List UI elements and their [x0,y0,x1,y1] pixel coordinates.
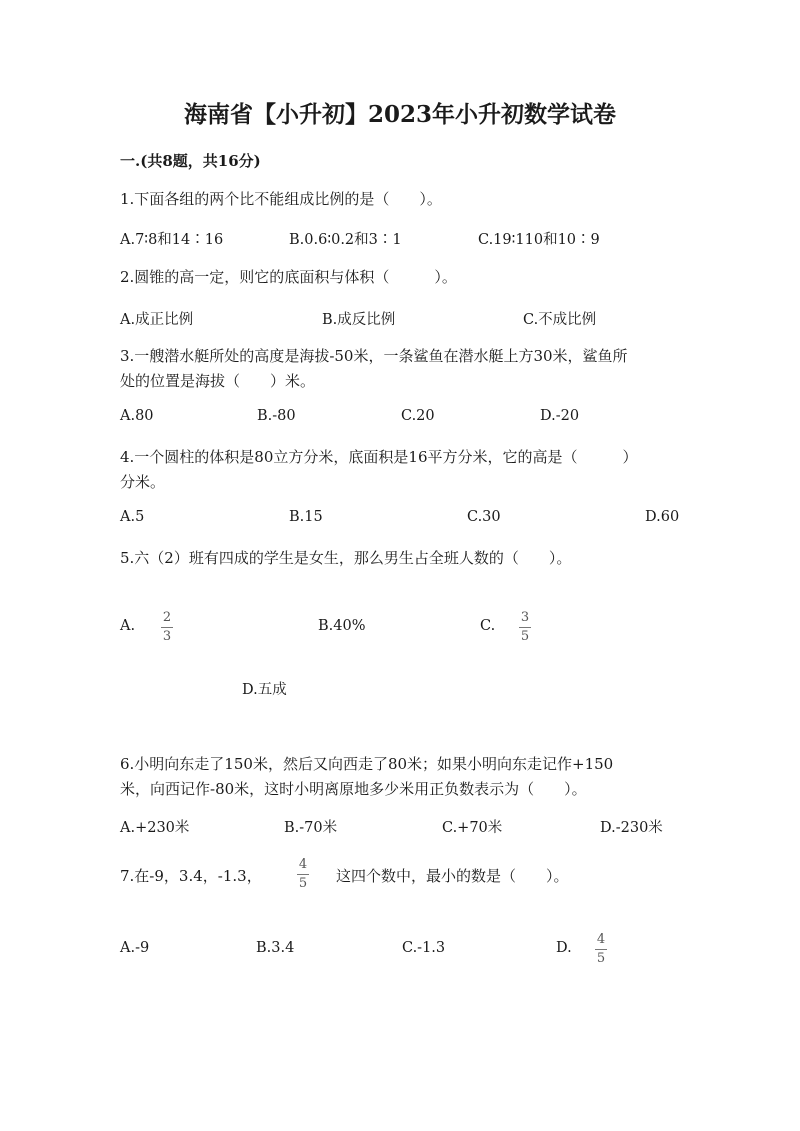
q6-option-d: D.-230米 [600,820,663,836]
q7-option-a: A.-9 [120,940,150,956]
q6-option-a: A.+230米 [120,820,190,836]
question-6-line-1: 6.小明向东走了150米，然后又向西走了80米；如果小明向东走记作+150 [120,755,614,773]
fraction-bar [161,627,173,628]
fraction-numerator: 3 [520,610,530,625]
fraction-numerator: 4 [298,857,308,872]
question-3-line-1: 3.一艘潜水艇所处的高度是海拔-50米，一条鲨鱼在潜水艇上方30米，鲨鱼所 [120,347,628,365]
fraction-bar [297,874,309,875]
fraction-denominator: 5 [520,629,530,644]
section-heading: 一.(共8题，共16分) [120,152,261,170]
q3-option-c: C.20 [401,408,435,424]
q7-option-d-fraction [595,933,607,966]
q6-option-b: B.-70米 [284,820,338,836]
q5-option-d: D.五成 [242,682,287,698]
q6-option-c: C.+70米 [442,820,503,836]
q4-option-d: D.60 [645,509,680,525]
q5-option-a-fraction [161,611,173,644]
q2-option-c: C.不成比例 [523,312,597,328]
q1-option-a: A.7∶8和14∶16 [120,232,224,248]
fraction-denominator: 5 [298,876,308,891]
q1-option-c: C.19∶110和10∶9 [478,232,600,248]
q1-option-b: B.0.6∶0.2和3∶1 [289,232,402,248]
q4-option-a: A.5 [120,509,145,525]
q3-option-a: A.80 [120,408,154,424]
q2-option-b: B.成反比例 [322,312,396,328]
fraction-bar [595,949,607,950]
page-title: 海南省【小升初】2023年小升初数学试卷 [183,101,616,128]
fraction-numerator: 4 [596,932,606,947]
q7-option-c: C.-1.3 [402,940,446,956]
question-4-line-1: 4.一个圆柱的体积是80立方分米，底面积是16平方分米，它的高是（ ） [120,448,638,466]
q5-option-c-label: C. [480,618,496,634]
q3-option-d: D.-20 [540,408,580,424]
q3-option-b: B.-80 [257,408,296,424]
q2-option-a: A.成正比例 [120,312,194,328]
fraction-denominator: 5 [596,951,606,966]
fraction-numerator: 2 [162,610,172,625]
question-1: 1.下面各组的两个比不能组成比例的是（ ）。 [120,190,442,208]
question-5: 5.六（2）班有四成的学生是女生，那么男生占全班人数的（ ）。 [120,549,572,567]
q5-option-b: B.40% [318,618,366,634]
question-2: 2.圆锥的高一定，则它的底面积与体积（ ）。 [120,268,457,286]
q5-option-a-label: A. [120,618,136,634]
question-7-suffix: 这四个数中，最小的数是（ ）。 [336,867,569,885]
question-4-line-2: 分米。 [120,473,166,491]
question-7-prefix: 7.在-9，3.4，-1.3， [120,867,262,885]
q7-option-d-label: D. [556,940,572,956]
fraction-denominator: 3 [162,629,172,644]
q4-option-c: C.30 [467,509,501,525]
q5-option-c-fraction [519,611,531,644]
fraction-bar [519,627,531,628]
question-3-line-2: 处的位置是海拔（ ）米。 [120,372,316,390]
question-6-line-2: 米，向西记作-80米，这时小明离原地多少米用正负数表示为（ ）。 [120,780,587,798]
q7-inline-fraction [297,858,309,891]
q4-option-b: B.15 [289,509,323,525]
q7-option-b: B.3.4 [256,940,295,956]
